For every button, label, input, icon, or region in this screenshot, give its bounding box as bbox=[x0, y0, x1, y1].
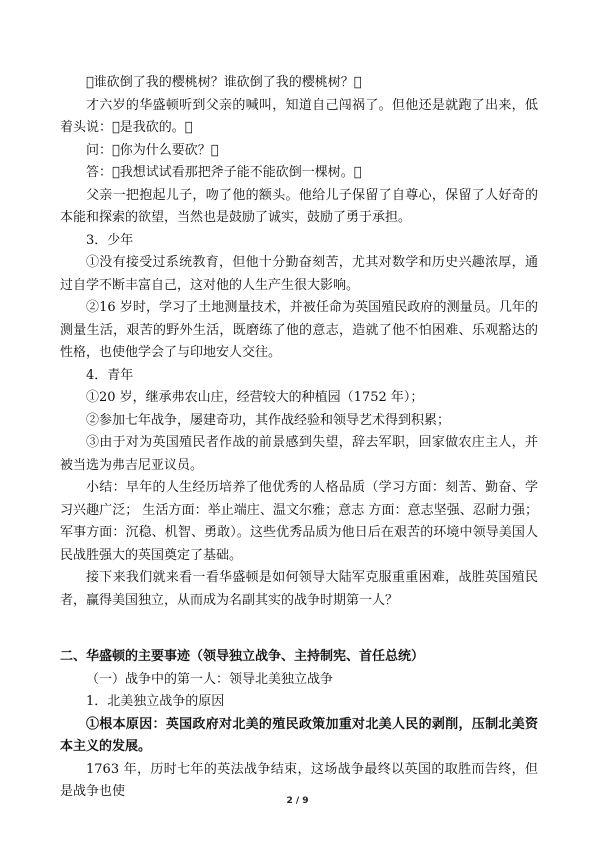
subsection-heading: （一）战争中的第一人：领导北美独立战争 bbox=[86, 671, 334, 687]
page-content bbox=[60, 72, 538, 804]
bold-root-cause: ①根本原因：英国政府对北美的殖民政策加重对北美人民的剥削，压制北美资本主义的发展。 bbox=[60, 716, 538, 754]
paragraph-transition: 接下来我们就来看一看华盛顿是如何领导大陆军克服重重困难，战胜英国殖民者，赢得美国独立，从而成为名副其实的战争时期第一人？ bbox=[60, 570, 538, 608]
section-heading: 二、华盛顿的主要事迹（领导独立战争、主持制宪、首任总统） bbox=[60, 649, 425, 664]
paragraph-answer: 答： 我想试试看那把斧子能不能砍倒一棵树。 bbox=[86, 165, 351, 180]
paragraph-question: 问： 你为什么要砍？ bbox=[86, 142, 208, 158]
item-heading: 1．北美独立战争的原因 bbox=[86, 694, 225, 709]
heading-young-adult: 4．青年 bbox=[86, 367, 134, 383]
paragraph-summary: 小结：早年的人生经历培养了他优秀的人格品质（学习方面：刻苦、勤奋、学习兴趣广泛； 生活方面：举止端庄、温文尔雅；意志 方面：意志坚强、忍耐力强；军事方面：沉稳、机智、勇敢）。这些优秀品质为他日后在艰苦的环境中领导美国人民战胜强大的英国奠定了基础。 bbox=[60, 480, 538, 563]
paragraph-washington-confession: 才六岁的华盛顿听到父亲的喊叫，知道自己闯祸了。但他还是就跑了出来，低着头说： 是我砍的。 bbox=[60, 97, 538, 135]
paragraph-plantation: ①20 岁，继承弗农山庄，经营较大的种植园（1752 年）； bbox=[86, 390, 424, 405]
heading-youth: 3．少年 bbox=[86, 232, 134, 248]
paragraph-1763: 1763 年，历时七年的英法战争结束，这场战争最终以英国的取胜而告终，但是战争也使 bbox=[60, 761, 538, 799]
paragraph-quote-1: 谁砍倒了我的樱桃树？谁砍倒了我的樱桃树？ bbox=[86, 75, 347, 90]
paragraph-father-response: 父亲一把抱起儿子，吻了他的额头。他给儿子保留了自尊心，保留了人好奇的本能和探索的欲望，当然也是鼓励了诚实，鼓励了勇于承担。 bbox=[60, 187, 538, 225]
paragraph-youth-surveyor: ②16 岁时，学习了土地测量技术，并被任命为英国殖民政府的测量员。几年的测量生活，艰苦的野外生活，既磨练了他的意志，造就了他不怕困难、乐观豁达的性格，也使他学会了与印地安人交往。 bbox=[60, 300, 538, 360]
section-spacer bbox=[60, 612, 538, 646]
page-number: 2 / 9 bbox=[286, 796, 309, 806]
paragraph-resignation: ③由于对为英国殖民者作战的前景感到失望，辞去军职，回家做农庄主人，并被当选为弗吉尼亚议员。 bbox=[60, 435, 538, 473]
paragraph-seven-years-war: ②参加七年战争，屡建奇功，其作战经验和领导艺术得到积累； bbox=[86, 412, 451, 428]
paragraph-youth-education: ①没有接受过系统教育，但他十分勤奋刻苦，尤其对数学和历史兴趣浓厚，通过自学不断丰富自己，这对他的人生产生很大影响。 bbox=[60, 255, 538, 293]
